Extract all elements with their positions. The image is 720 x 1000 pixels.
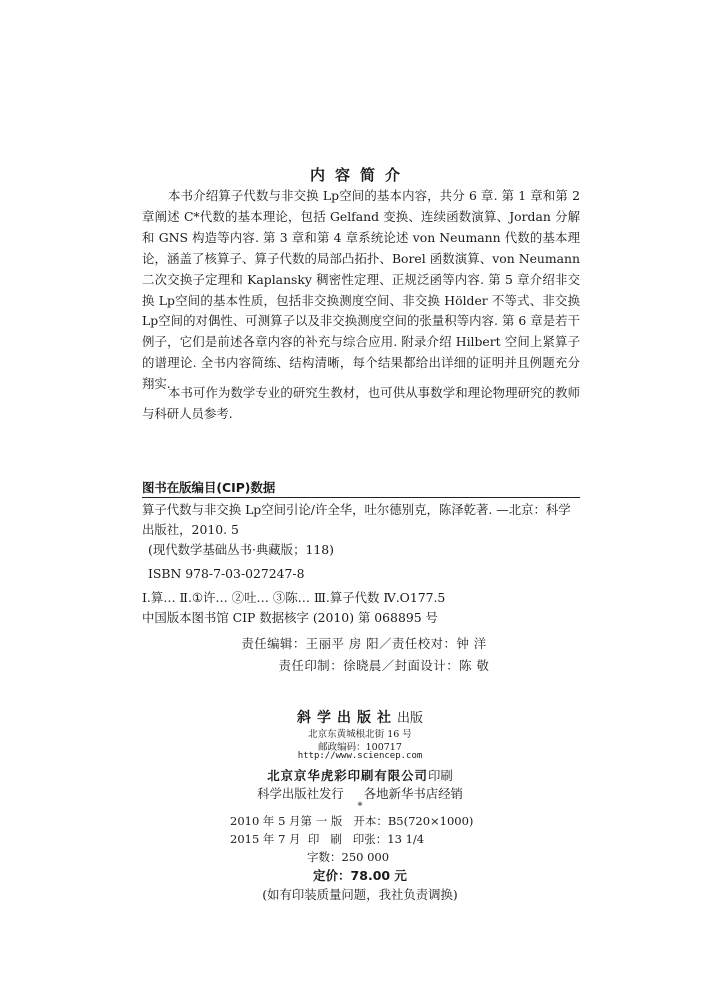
cip-series-line: (现代数学基础丛书·典藏版；118) [148, 542, 334, 557]
printing-spec-line: 2015 年 7 月 印 刷 印张：13 1/4 [230, 832, 425, 846]
word-count: 字数：250 000 [307, 850, 390, 864]
printer-suffix: 印刷 [427, 768, 453, 783]
cip-heading: 图书在版编目(CIP)数据 [142, 480, 276, 495]
printer-name: 北京京华虎彩印刷有限公司 [267, 768, 428, 783]
summary-paragraph-2: 本书可作为数学专业的研究生教材，也可供从事数学和理论物理研究的教师与科研人员参考. [142, 385, 580, 421]
credits-printing-design: 责任印制：徐晓晨／封面设计：陈 敬 [278, 658, 490, 673]
publisher-postcode: 邮政编码：100717 [318, 742, 402, 753]
distribution-line [0, 784, 720, 802]
printer-line [0, 766, 720, 784]
credits-editors: 责任编辑：王丽平 房 阳／责任校对：钟 洋 [241, 636, 487, 651]
separator-asterisk: * [357, 801, 363, 812]
publisher-line [0, 707, 720, 727]
publisher-suffix: 出版 [396, 711, 423, 726]
publisher-address: 北京东黄城根北街 16 号 [308, 729, 412, 740]
cip-data-line: 中国版本图书馆 CIP 数据核字 (2010) 第 068895 号 [142, 610, 438, 625]
quality-notice: (如有印装质量问题，我社负责调换) [262, 887, 458, 902]
cip-isbn-line: ISBN 978-7-03-027247-8 [148, 566, 305, 581]
cip-title-line: 算子代数与非交换 Lp空间引论/许全华，吐尔德别克，陈泽乾著. —北京：科学出版社，2010. 5 [142, 502, 571, 537]
summary-title: 内容简介 [309, 166, 410, 184]
issuer: 科学出版社发行 [257, 786, 344, 801]
cip-classification-line: Ⅰ.算… Ⅱ.①许… ②吐… ③陈… Ⅲ.算子代数 Ⅳ.O177.5 [142, 590, 446, 605]
edition-spec-line: 2010 年 5 月第 一 版 开本：B5(720×1000) [230, 814, 474, 828]
summary-paragraph-1: 本书介绍算子代数与非交换 Lp空间的基本内容，共分 6 章. 第 1 章和第 2 章阐述 C*代数的基本理论，包括 Gelfand 变换、连续函数演算、Jordan 分解和 GNS 构造等内容. 第 3 章和第 4 章系统论述 von Neumann 代数的基本理论，涵盖了核算子、算子代数的局部凸拓扑、Borel 函数演算、von Neumann 二次交换子定理和 Kaplansky 稠密性定理、正规泛函等内容. 第 5 章介绍非交换 Lp空间的基本性质，包括非交换测度空间、非交换 Hölder 不等式、非交换 Lp空间的对偶性、可测算子以及非交换测度空间的张量积等内容. 第 6 章是若干例子，它们是前述各章内容的补充与综合应用. 附录介绍 Hilbert 空间上紧算子的谱理论. 全书内容简练、结构清晰，每个结果都给出详细的证明并且例题充分翔实. [142, 188, 580, 392]
price: 定价：78.00 元 [313, 868, 407, 883]
publisher-url: http://www.sciencep.com [297, 751, 423, 761]
cip-divider [142, 497, 580, 498]
publisher-name: 斜学出版社 [296, 710, 397, 726]
distributor: 各地新华书店经销 [363, 786, 463, 801]
